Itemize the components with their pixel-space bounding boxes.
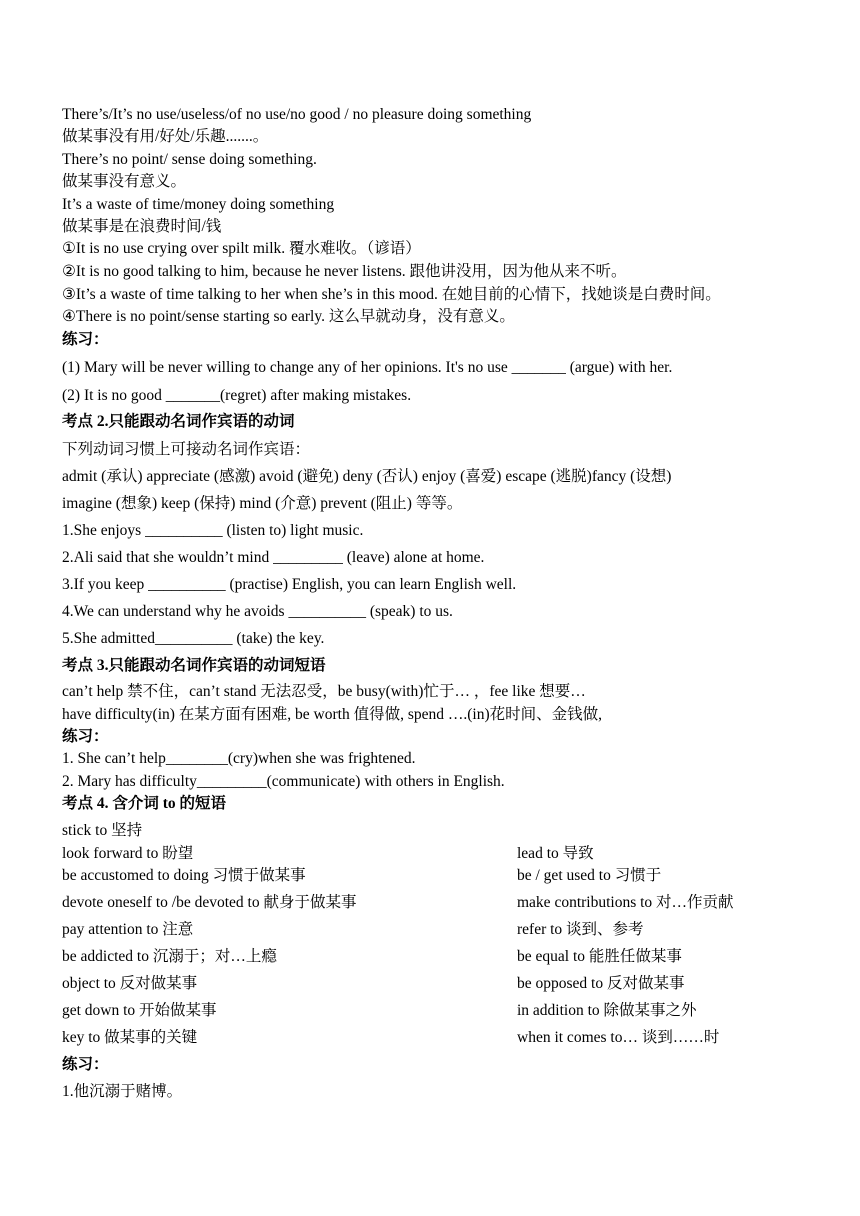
phrase-right: refer to 谈到、参考 — [517, 921, 644, 938]
exercise-item: 4.We can understand why he avoids __________ (speak) to us. — [62, 603, 453, 620]
phrase-item: stick to 坚持 — [62, 822, 143, 839]
phrase-right: lead to 导致 — [517, 845, 594, 862]
phrase-right: make contributions to 对…作贡献 — [517, 894, 734, 911]
example-sentence: ①It is no use crying over spilt milk. 覆水难收。（谚语） — [62, 240, 421, 257]
section-heading: 考点 4. 含介词 to 的短语 — [62, 795, 227, 812]
exercise-item: 1.他沉溺于赌博。 — [62, 1083, 183, 1100]
example-sentence: ③It’s a waste of time talking to her when she’s in this mood. 在她目前的心情下，找她谈是白费时间。 — [62, 286, 721, 303]
exercise-item: 1.She enjoys __________ (listen to) light music. — [62, 522, 364, 539]
exercise-item: 5.She admitted__________ (take) the key. — [62, 630, 325, 647]
phrase-left: get down to 开始做某事 — [62, 1002, 217, 1019]
section-heading: 考点 3.只能跟动名词作宾语的动词短语 — [62, 657, 326, 674]
text-line: 做某事没有意义。 — [62, 173, 187, 190]
verb-list: admit (承认) appreciate (感激) avoid (避免) deny (否认) enjoy (喜爱) escape (逃脱)fancy (设想) — [62, 468, 672, 485]
text-line: 做某事是在浪费时间/钱 — [62, 218, 222, 235]
phrase-list: can’t help 禁不住，can’t stand 无法忍受，be busy(with)忙于… ，fee like 想要… — [62, 683, 586, 700]
text-line: 做某事没有用/好处/乐趣.......。 — [62, 128, 269, 145]
phrase-left: key to 做某事的关键 — [62, 1029, 198, 1046]
phrase-left: object to 反对做某事 — [62, 975, 198, 992]
phrase-right: be equal to 能胜任做某事 — [517, 948, 682, 965]
phrase-right: in addition to 除做某事之外 — [517, 1002, 697, 1019]
phrase-left: be addicted to 沉溺于；对…上瘾 — [62, 948, 277, 965]
exercise-item: 2.Ali said that she wouldn’t mind _________ (leave) alone at home. — [62, 549, 485, 566]
exercise-item: 1. She can’t help________(cry)when she was frightened. — [62, 750, 416, 767]
exercise-item: 3.If you keep __________ (practise) English, you can learn English well. — [62, 576, 517, 593]
phrase-left: be accustomed to doing 习惯于做某事 — [62, 867, 306, 884]
section-heading: 考点 2.只能跟动名词作宾语的动词 — [62, 413, 295, 430]
exercise-item: (2) It is no good _______(regret) after making mistakes. — [62, 387, 412, 404]
practice-heading: 练习： — [62, 331, 109, 348]
verb-list: imagine (想象) keep (保持) mind (介意) prevent (阻止) 等等。 — [62, 495, 463, 512]
phrase-list: have difficulty(in) 在某方面有困难, be worth 值得做, spend ….(in)花时间、金钱做, — [62, 706, 602, 723]
practice-heading: 练习： — [62, 728, 109, 745]
text-line: It’s a waste of time/money doing something — [62, 196, 335, 213]
phrase-right: when it comes to… 谈到……时 — [517, 1029, 720, 1046]
example-sentence: ④There is no point/sense starting so early. 这么早就动身，没有意义。 — [62, 308, 515, 325]
text-line: 下列动词习惯上可接动名词作宾语： — [62, 441, 311, 458]
phrase-left: look forward to 盼望 — [62, 845, 194, 862]
phrase-right: be opposed to 反对做某事 — [517, 975, 685, 992]
text-line: There’s/It’s no use/useless/of no use/no good / no pleasure doing something — [62, 106, 532, 123]
phrase-left: devote oneself to /be devoted to 献身于做某事 — [62, 894, 357, 911]
practice-heading: 练习： — [62, 1056, 109, 1073]
phrase-left: pay attention to 注意 — [62, 921, 194, 938]
example-sentence: ②It is no good talking to him, because he never listens. 跟他讲没用，因为他从来不听。 — [62, 263, 627, 280]
exercise-item: 2. Mary has difficulty_________(communicate) with others in English. — [62, 773, 505, 790]
text-line: There’s no point/ sense doing something. — [62, 151, 317, 168]
exercise-item: (1) Mary will be never willing to change any of her opinions. It's no use _______ (argue) with her. — [62, 359, 673, 376]
phrase-right: be / get used to 习惯于 — [517, 867, 662, 884]
